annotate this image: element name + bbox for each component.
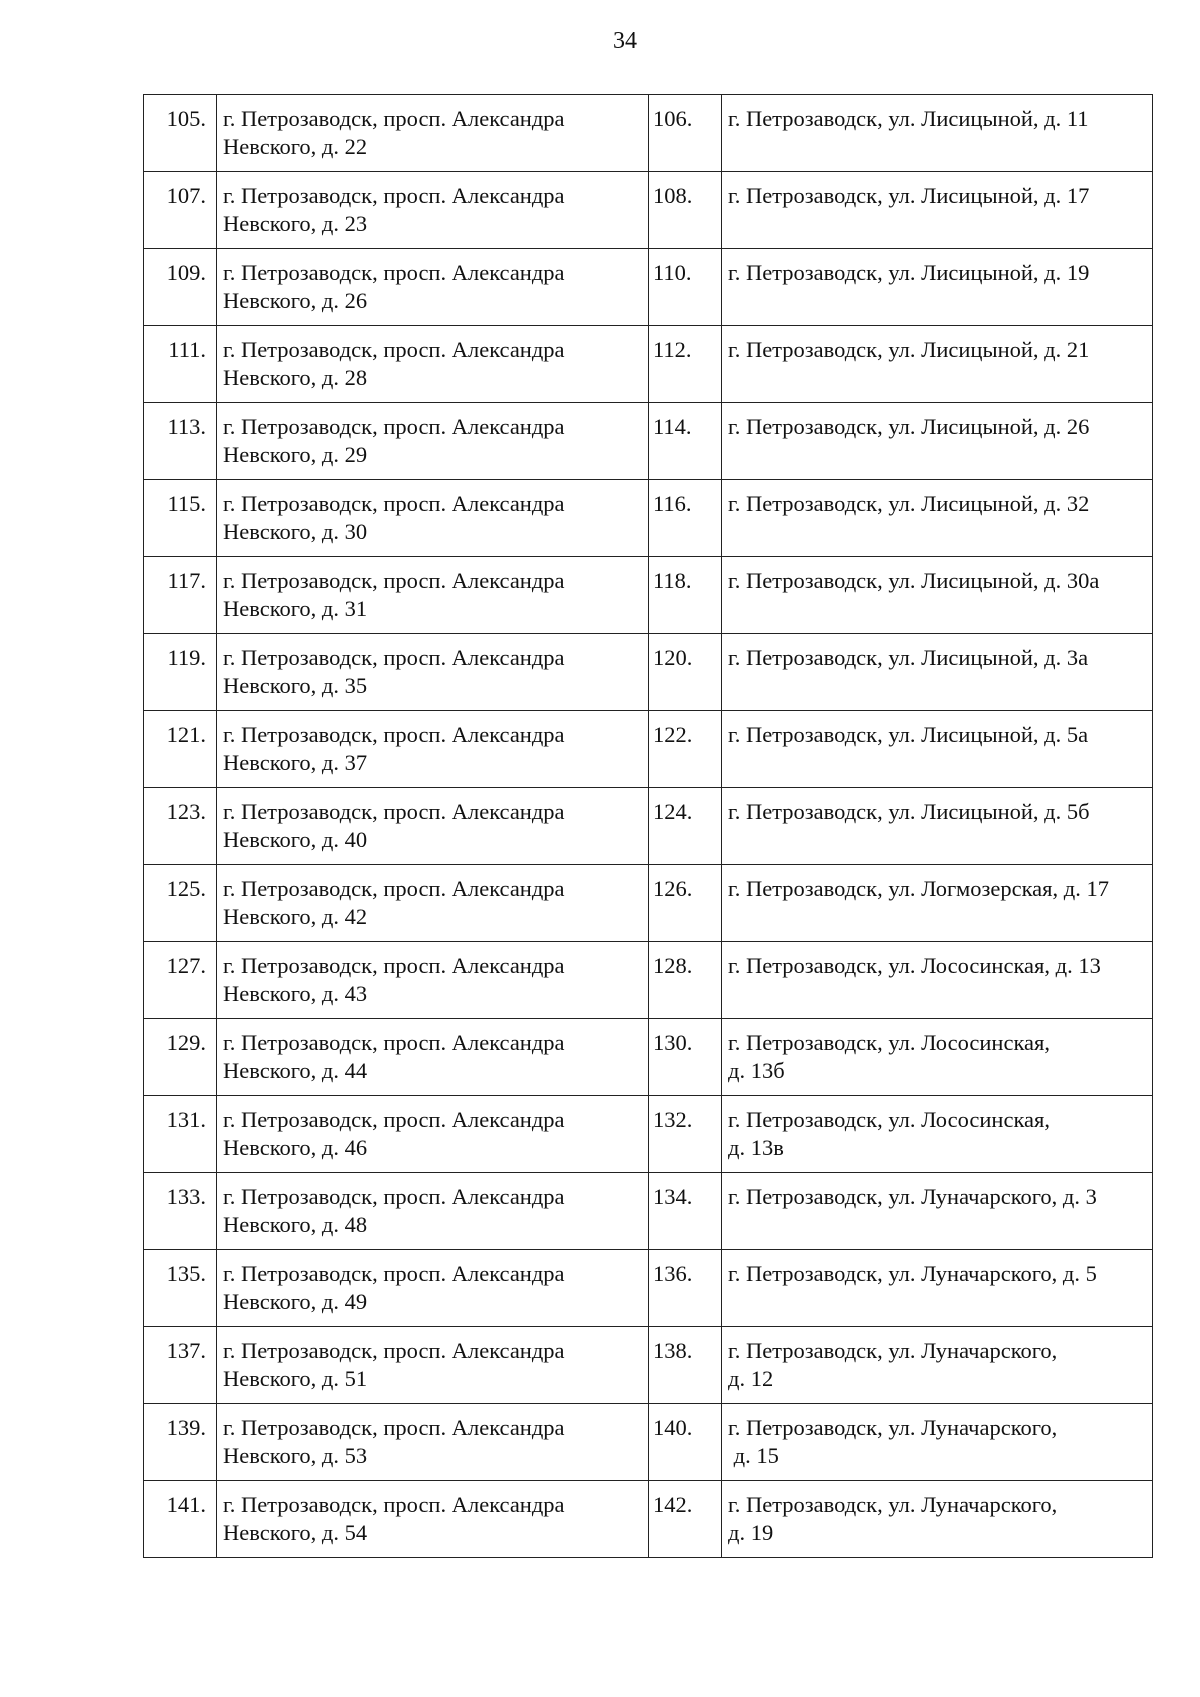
left-item-number-line-1: 129. <box>166 1030 206 1055</box>
right-address <box>722 634 1153 711</box>
right-item-number <box>649 249 722 326</box>
table-row <box>144 1096 1153 1173</box>
left-address-line-2: Невского, д. 35 <box>223 673 368 698</box>
right-address-line-1: г. Петрозаводск, ул. Луначарского, д. 5 <box>728 1261 1097 1286</box>
left-address-line-1: г. Петрозаводск, просп. Александра <box>223 337 565 362</box>
right-item-number-line-1: 142. <box>653 1492 693 1517</box>
left-address-line-1: г. Петрозаводск, просп. Александра <box>223 1492 565 1517</box>
left-item-number-line-1: 109. <box>166 260 206 285</box>
left-address <box>217 1327 649 1404</box>
right-address-line-1: г. Петрозаводск, ул. Логмозерская, д. 17 <box>728 876 1109 901</box>
right-address-line-1: г. Петрозаводск, ул. Лисицыной, д. 3а <box>728 645 1089 670</box>
left-item-number-line-1: 139. <box>166 1415 206 1440</box>
right-address-line-1: г. Петрозаводск, ул. Лисицыной, д. 21 <box>728 337 1090 362</box>
right-address <box>722 249 1153 326</box>
table-row <box>144 95 1153 172</box>
left-item-number-line-1: 117. <box>167 568 206 593</box>
left-address-line-1: г. Петрозаводск, просп. Александра <box>223 1030 565 1055</box>
right-item-number <box>649 788 722 865</box>
right-address-line-1: г. Петрозаводск, ул. Лососинская, <box>728 1030 1050 1055</box>
table-row <box>144 326 1153 403</box>
left-address-line-2: Невского, д. 48 <box>223 1212 368 1237</box>
right-item-number-line-1: 112. <box>653 337 692 362</box>
right-address-line-1: г. Петрозаводск, ул. Лисицыной, д. 30а <box>728 568 1100 593</box>
right-item-number-line-1: 116. <box>653 491 692 516</box>
right-address <box>722 557 1153 634</box>
right-item-number <box>649 1327 722 1404</box>
right-address <box>722 480 1153 557</box>
right-address-line-1: г. Петрозаводск, ул. Луначарского, <box>728 1338 1058 1363</box>
left-item-number-line-1: 137. <box>166 1338 206 1363</box>
left-address-line-2: Невского, д. 46 <box>223 1135 368 1160</box>
right-address <box>722 865 1153 942</box>
table-row <box>144 1173 1153 1250</box>
left-item-number-line-1: 141. <box>166 1492 206 1517</box>
right-item-number-line-1: 130. <box>653 1030 693 1055</box>
left-address-line-2: Невского, д. 26 <box>223 288 368 313</box>
right-item-number <box>649 634 722 711</box>
left-address-line-2: Невского, д. 40 <box>223 827 368 852</box>
left-address <box>217 711 649 788</box>
left-address-line-2: Невского, д. 28 <box>223 365 368 390</box>
right-address-line-1: г. Петрозаводск, ул. Лисицыной, д. 11 <box>728 106 1089 131</box>
right-item-number-line-1: 106. <box>653 106 693 131</box>
right-item-number <box>649 865 722 942</box>
left-address <box>217 403 649 480</box>
right-item-number <box>649 1173 722 1250</box>
right-item-number-line-1: 136. <box>653 1261 693 1286</box>
left-address-line-1: г. Петрозаводск, просп. Александра <box>223 1184 565 1209</box>
left-address-line-1: г. Петрозаводск, просп. Александра <box>223 876 565 901</box>
left-item-number-line-1: 115. <box>167 491 206 516</box>
right-address <box>722 95 1153 172</box>
left-address-line-2: Невского, д. 44 <box>223 1058 368 1083</box>
left-item-number-line-1: 125. <box>166 876 206 901</box>
left-address-line-1: г. Петрозаводск, просп. Александра <box>223 106 565 131</box>
right-address-line-1: г. Петрозаводск, ул. Лисицыной, д. 5б <box>728 799 1090 824</box>
left-address-line-2: Невского, д. 29 <box>223 442 368 467</box>
left-address-line-2: Невского, д. 53 <box>223 1443 368 1468</box>
left-address-line-2: Невского, д. 31 <box>223 596 368 621</box>
right-item-number-line-1: 134. <box>653 1184 693 1209</box>
left-address-line-1: г. Петрозаводск, просп. Александра <box>223 1261 565 1286</box>
left-address-line-1: г. Петрозаводск, просп. Александра <box>223 568 565 593</box>
left-address-line-2: Невского, д. 49 <box>223 1289 368 1314</box>
right-address-line-1: г. Петрозаводск, ул. Луначарского, д. 3 <box>728 1184 1097 1209</box>
left-item-number-line-1: 131. <box>166 1107 206 1132</box>
right-item-number-line-1: 126. <box>653 876 693 901</box>
right-address-line-1: г. Петрозаводск, ул. Лисицыной, д. 17 <box>728 183 1090 208</box>
left-address <box>217 1173 649 1250</box>
left-address-line-1: г. Петрозаводск, просп. Александра <box>223 491 565 516</box>
left-item-number-line-1: 111. <box>168 337 206 362</box>
right-item-number-line-1: 124. <box>653 799 693 824</box>
right-item-number <box>649 1250 722 1327</box>
right-address-line-2: д. 13б <box>728 1058 785 1083</box>
left-address-line-1: г. Петрозаводск, просп. Александра <box>223 260 565 285</box>
left-item-number-line-1: 133. <box>166 1184 206 1209</box>
table-row <box>144 865 1153 942</box>
left-address <box>217 1250 649 1327</box>
left-address-line-2: Невского, д. 37 <box>223 750 368 775</box>
left-item-number-line-1: 107. <box>166 183 206 208</box>
table-row <box>144 403 1153 480</box>
left-item-number-line-1: 123. <box>166 799 206 824</box>
left-item-number-line-1: 127. <box>166 953 206 978</box>
right-address <box>722 1327 1153 1404</box>
right-item-number-line-1: 110. <box>653 260 692 285</box>
right-item-number <box>649 480 722 557</box>
left-item-number <box>144 711 217 788</box>
right-address <box>722 1404 1153 1481</box>
table-row <box>144 711 1153 788</box>
right-item-number-line-1: 120. <box>653 645 693 670</box>
left-address <box>217 1019 649 1096</box>
left-address-line-1: г. Петрозаводск, просп. Александра <box>223 645 565 670</box>
left-address <box>217 326 649 403</box>
right-item-number-line-1: 108. <box>653 183 693 208</box>
right-address-line-1: г. Петрозаводск, ул. Лососинская, <box>728 1107 1050 1132</box>
right-item-number <box>649 557 722 634</box>
right-item-number <box>649 1019 722 1096</box>
right-item-number-line-1: 132. <box>653 1107 693 1132</box>
left-item-number-line-1: 121. <box>166 722 206 747</box>
left-item-number <box>144 942 217 1019</box>
left-address <box>217 172 649 249</box>
left-address <box>217 480 649 557</box>
left-address <box>217 788 649 865</box>
left-item-number <box>144 1250 217 1327</box>
right-item-number <box>649 95 722 172</box>
left-address-line-1: г. Петрозаводск, просп. Александра <box>223 183 565 208</box>
left-item-number-line-1: 135. <box>166 1261 206 1286</box>
right-address <box>722 1019 1153 1096</box>
left-address-line-2: Невского, д. 51 <box>223 1366 368 1391</box>
address-table <box>143 94 1153 1558</box>
left-address <box>217 1404 649 1481</box>
right-item-number <box>649 942 722 1019</box>
left-item-number <box>144 480 217 557</box>
table-row <box>144 1327 1153 1404</box>
table-row <box>144 557 1153 634</box>
right-address <box>722 711 1153 788</box>
right-address-line-1: г. Петрозаводск, ул. Лисицыной, д. 5а <box>728 722 1089 747</box>
left-address-line-1: г. Петрозаводск, просп. Александра <box>223 722 565 747</box>
left-item-number <box>144 1481 217 1558</box>
left-address <box>217 634 649 711</box>
right-address-line-1: г. Петрозаводск, ул. Лососинская, д. 13 <box>728 953 1101 978</box>
left-address-line-1: г. Петрозаводск, просп. Александра <box>223 799 565 824</box>
table-row <box>144 942 1153 1019</box>
left-item-number-line-1: 105. <box>166 106 206 131</box>
left-item-number-line-1: 119. <box>167 645 206 670</box>
right-address <box>722 942 1153 1019</box>
right-address <box>722 326 1153 403</box>
left-item-number <box>144 634 217 711</box>
right-address <box>722 1250 1153 1327</box>
right-item-number-line-1: 122. <box>653 722 693 747</box>
right-address-line-1: г. Петрозаводск, ул. Лисицыной, д. 19 <box>728 260 1090 285</box>
left-item-number <box>144 95 217 172</box>
right-address-line-1: г. Петрозаводск, ул. Лисицыной, д. 32 <box>728 491 1090 516</box>
right-address <box>722 1096 1153 1173</box>
right-address-line-2: д. 12 <box>728 1366 774 1391</box>
table-row <box>144 634 1153 711</box>
right-address-line-1: г. Петрозаводск, ул. Луначарского, <box>728 1415 1058 1440</box>
left-address <box>217 1481 649 1558</box>
left-item-number <box>144 1404 217 1481</box>
table-row <box>144 480 1153 557</box>
left-item-number <box>144 1173 217 1250</box>
right-item-number <box>649 326 722 403</box>
left-address <box>217 865 649 942</box>
left-address-line-2: Невского, д. 23 <box>223 211 368 236</box>
table-row <box>144 1019 1153 1096</box>
left-item-number <box>144 172 217 249</box>
left-item-number <box>144 788 217 865</box>
left-item-number <box>144 1019 217 1096</box>
left-address-line-1: г. Петрозаводск, просп. Александра <box>223 414 565 439</box>
table-row <box>144 788 1153 865</box>
left-address-line-1: г. Петрозаводск, просп. Александра <box>223 953 565 978</box>
page-number: 34 <box>613 28 637 54</box>
table-row <box>144 1481 1153 1558</box>
left-item-number <box>144 403 217 480</box>
table-row <box>144 172 1153 249</box>
right-item-number <box>649 403 722 480</box>
left-address <box>217 249 649 326</box>
right-address-line-1: г. Петрозаводск, ул. Луначарского, <box>728 1492 1058 1517</box>
right-item-number <box>649 711 722 788</box>
left-item-number-line-1: 113. <box>167 414 206 439</box>
table-row <box>144 1404 1153 1481</box>
table-row <box>144 1250 1153 1327</box>
left-address-line-2: Невского, д. 54 <box>223 1520 368 1545</box>
right-address-line-1: г. Петрозаводск, ул. Лисицыной, д. 26 <box>728 414 1090 439</box>
left-item-number <box>144 557 217 634</box>
right-item-number <box>649 1404 722 1481</box>
right-address <box>722 788 1153 865</box>
left-address-line-2: Невского, д. 43 <box>223 981 368 1006</box>
left-address-line-2: Невского, д. 22 <box>223 134 368 159</box>
left-item-number <box>144 1327 217 1404</box>
left-address-line-1: г. Петрозаводск, просп. Александра <box>223 1415 565 1440</box>
left-item-number <box>144 1096 217 1173</box>
left-item-number <box>144 249 217 326</box>
left-address-line-2: Невского, д. 30 <box>223 519 368 544</box>
left-address <box>217 95 649 172</box>
left-address-line-2: Невского, д. 42 <box>223 904 368 929</box>
right-item-number-line-1: 118. <box>653 568 692 593</box>
right-item-number <box>649 1481 722 1558</box>
right-item-number-line-1: 128. <box>653 953 693 978</box>
right-address <box>722 172 1153 249</box>
right-address <box>722 1481 1153 1558</box>
left-address <box>217 557 649 634</box>
table-row <box>144 249 1153 326</box>
right-address <box>722 1173 1153 1250</box>
left-address <box>217 942 649 1019</box>
right-address-line-2: д. 15 <box>728 1443 779 1468</box>
right-address <box>722 403 1153 480</box>
left-address <box>217 1096 649 1173</box>
left-item-number <box>144 326 217 403</box>
right-item-number <box>649 1096 722 1173</box>
right-item-number-line-1: 138. <box>653 1338 693 1363</box>
right-item-number-line-1: 114. <box>653 414 692 439</box>
address-table-body <box>144 95 1153 1558</box>
left-address-line-1: г. Петрозаводск, просп. Александра <box>223 1107 565 1132</box>
right-address-line-2: д. 13в <box>728 1135 784 1160</box>
right-item-number <box>649 172 722 249</box>
right-address-line-2: д. 19 <box>728 1520 774 1545</box>
right-item-number-line-1: 140. <box>653 1415 693 1440</box>
left-item-number <box>144 865 217 942</box>
left-address-line-1: г. Петрозаводск, просп. Александра <box>223 1338 565 1363</box>
